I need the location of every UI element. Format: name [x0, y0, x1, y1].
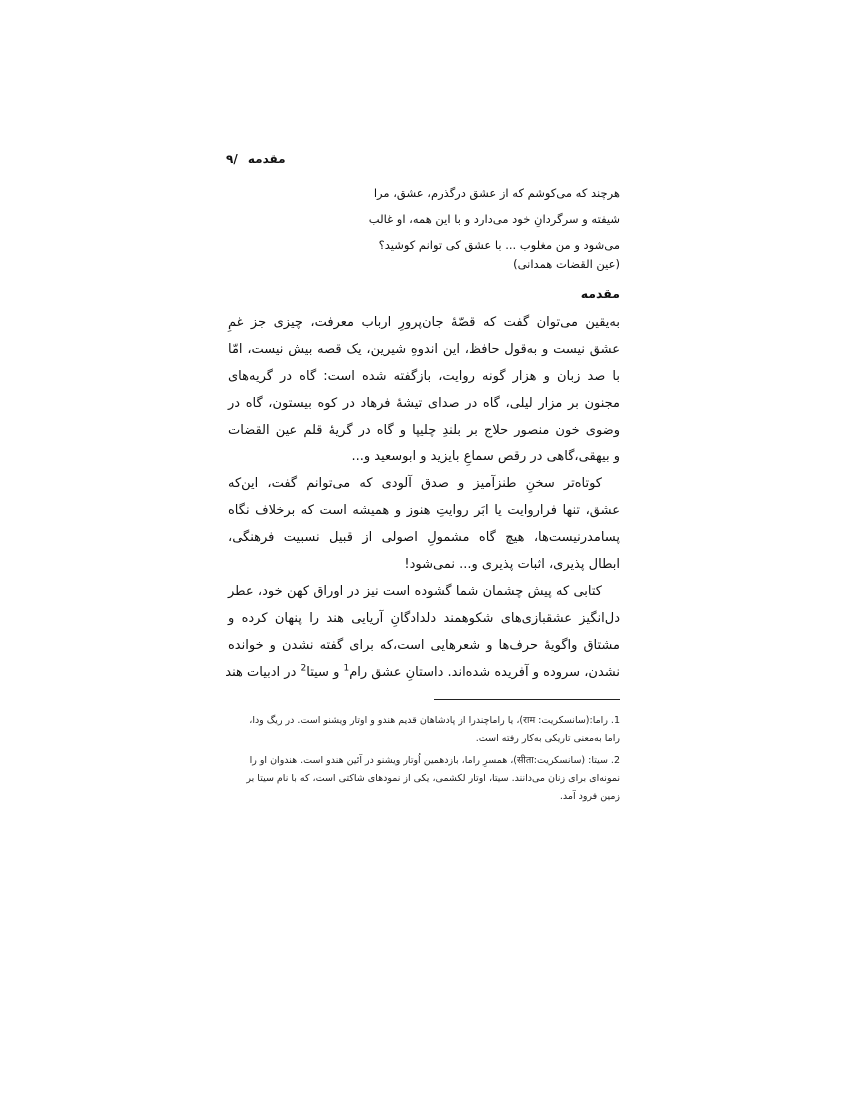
footnote-number: 2.: [610, 755, 620, 766]
body-line: وضوی خون منصور حلاج بر بلندِ چلیپا و گاه در گریهٔ قلم عین القضات: [228, 422, 620, 438]
epigraph-line: هرچند که می‌کوشم که از عشق درگذرم، عشق، مرا: [373, 186, 620, 200]
body-line: عشق نیست و به‌قول حافظ، این اندوهِ شیرین، یک قصه بیش نیست، امّا: [228, 341, 620, 357]
footnote-1: [228, 712, 620, 748]
footnote-line: زمین فرود آمد.: [559, 791, 620, 802]
section-title: مقدمه: [580, 286, 620, 301]
body-line: و بیهقی،گاهی در رقص سماعِ بایزید و ابوسعید و...: [351, 449, 620, 465]
epigraph-line: شیفته و سرگردانِ خود می‌دارد و با این همه، او غالب: [368, 212, 620, 226]
body-text-fragment: در ادبیات هند: [225, 664, 301, 680]
footnote-line: نمونه‌ای برای زنان می‌دانند. سیتا، اوتار لکشمی، یکی از نمودهای شاکتی است، که با نام سیتا بر: [246, 773, 620, 784]
body-line: پسامدرنیست‌ها، هیچ گاه مشمولِ اصولی از قبیل نسبیت فرهنگی،: [228, 530, 620, 546]
footnote-line: [228, 712, 620, 730]
epigraph-line: می‌شود و من مغلوب ... با عشق کی توانم کوشید؟: [378, 238, 620, 252]
body-line: عشق، تنها فراروایت یا ابَر روایتِ هنوز و همیشه است که برخلاف نگاه: [228, 503, 620, 519]
footnote-number: 1.: [610, 715, 620, 726]
footnote-divider: [434, 699, 620, 700]
running-head-title: مقدمه: [247, 152, 286, 166]
body-line: کتابی که پیش چشمان شما گشوده است نیز در اوراق کهن خود، عطر: [228, 583, 602, 599]
footnote-line: [228, 752, 620, 770]
body-text-fragment: نشدن، سروده و آفریده شده‌اند. داستانِ عشق رام: [349, 664, 620, 680]
body-text: [225, 310, 620, 686]
body-line: با صد زبان و هزار گونه روایت، بازگفته شده است: گاه در گریه‌های: [228, 368, 620, 384]
footnote-ref-1[interactable]: 1: [343, 663, 350, 674]
body-line: مجنون بر مزار لیلی، گاه در صدای تیشهٔ فرهاد در کوه بیستون، گاه در: [228, 395, 620, 411]
epigraph: [330, 180, 620, 258]
footnote-ref-2[interactable]: 2: [300, 663, 307, 674]
footnote-text: سیتا: (سانسکریت:सीता)، همسرِ راما، بازدهمین اُوتار ویشنو در آئین هندو است. هندوان او را: [249, 755, 608, 766]
body-text-fragment: و سیتا: [306, 664, 344, 680]
footnote-2: [228, 752, 620, 806]
page-number: ۹/: [226, 152, 238, 166]
footnotes: [228, 712, 620, 810]
epigraph-source: (عین القضات همدانی): [513, 257, 620, 271]
body-line: دل‌انگیز عشقبازی‌های شکوهمند دلدادگانِ آریایی هند را پنهان کرده و: [228, 610, 620, 626]
footnote-text: راما:(سانسکریت: राम)، یا راماچندرا از پادشاهان قدیم هندو و اوتار ویشنو است. در ریگ ودا،: [249, 715, 608, 726]
body-line: به‌یقین می‌توان گفت که قصّهٔ جان‌پرورِ ارباب معرفت، چیزی جز غمِ: [228, 315, 620, 330]
body-line: ابطال پذیری، اثبات پذیری و... نمی‌شود!: [404, 557, 620, 573]
running-head: [226, 152, 286, 166]
footnote-line: راما به‌معنی تاریکی به‌کار رفته است.: [475, 733, 620, 744]
body-line: مشتاق واگویهٔ حرف‌ها و شعرهایی است،که برای گفته نشدن و خوانده: [228, 637, 620, 653]
body-line-with-footnote-refs: [225, 660, 620, 687]
body-line: کوتاه‌تر سخنِ طنزآمیز و صدق آلودی که می‌توانم گفت، این‌که: [228, 476, 602, 492]
